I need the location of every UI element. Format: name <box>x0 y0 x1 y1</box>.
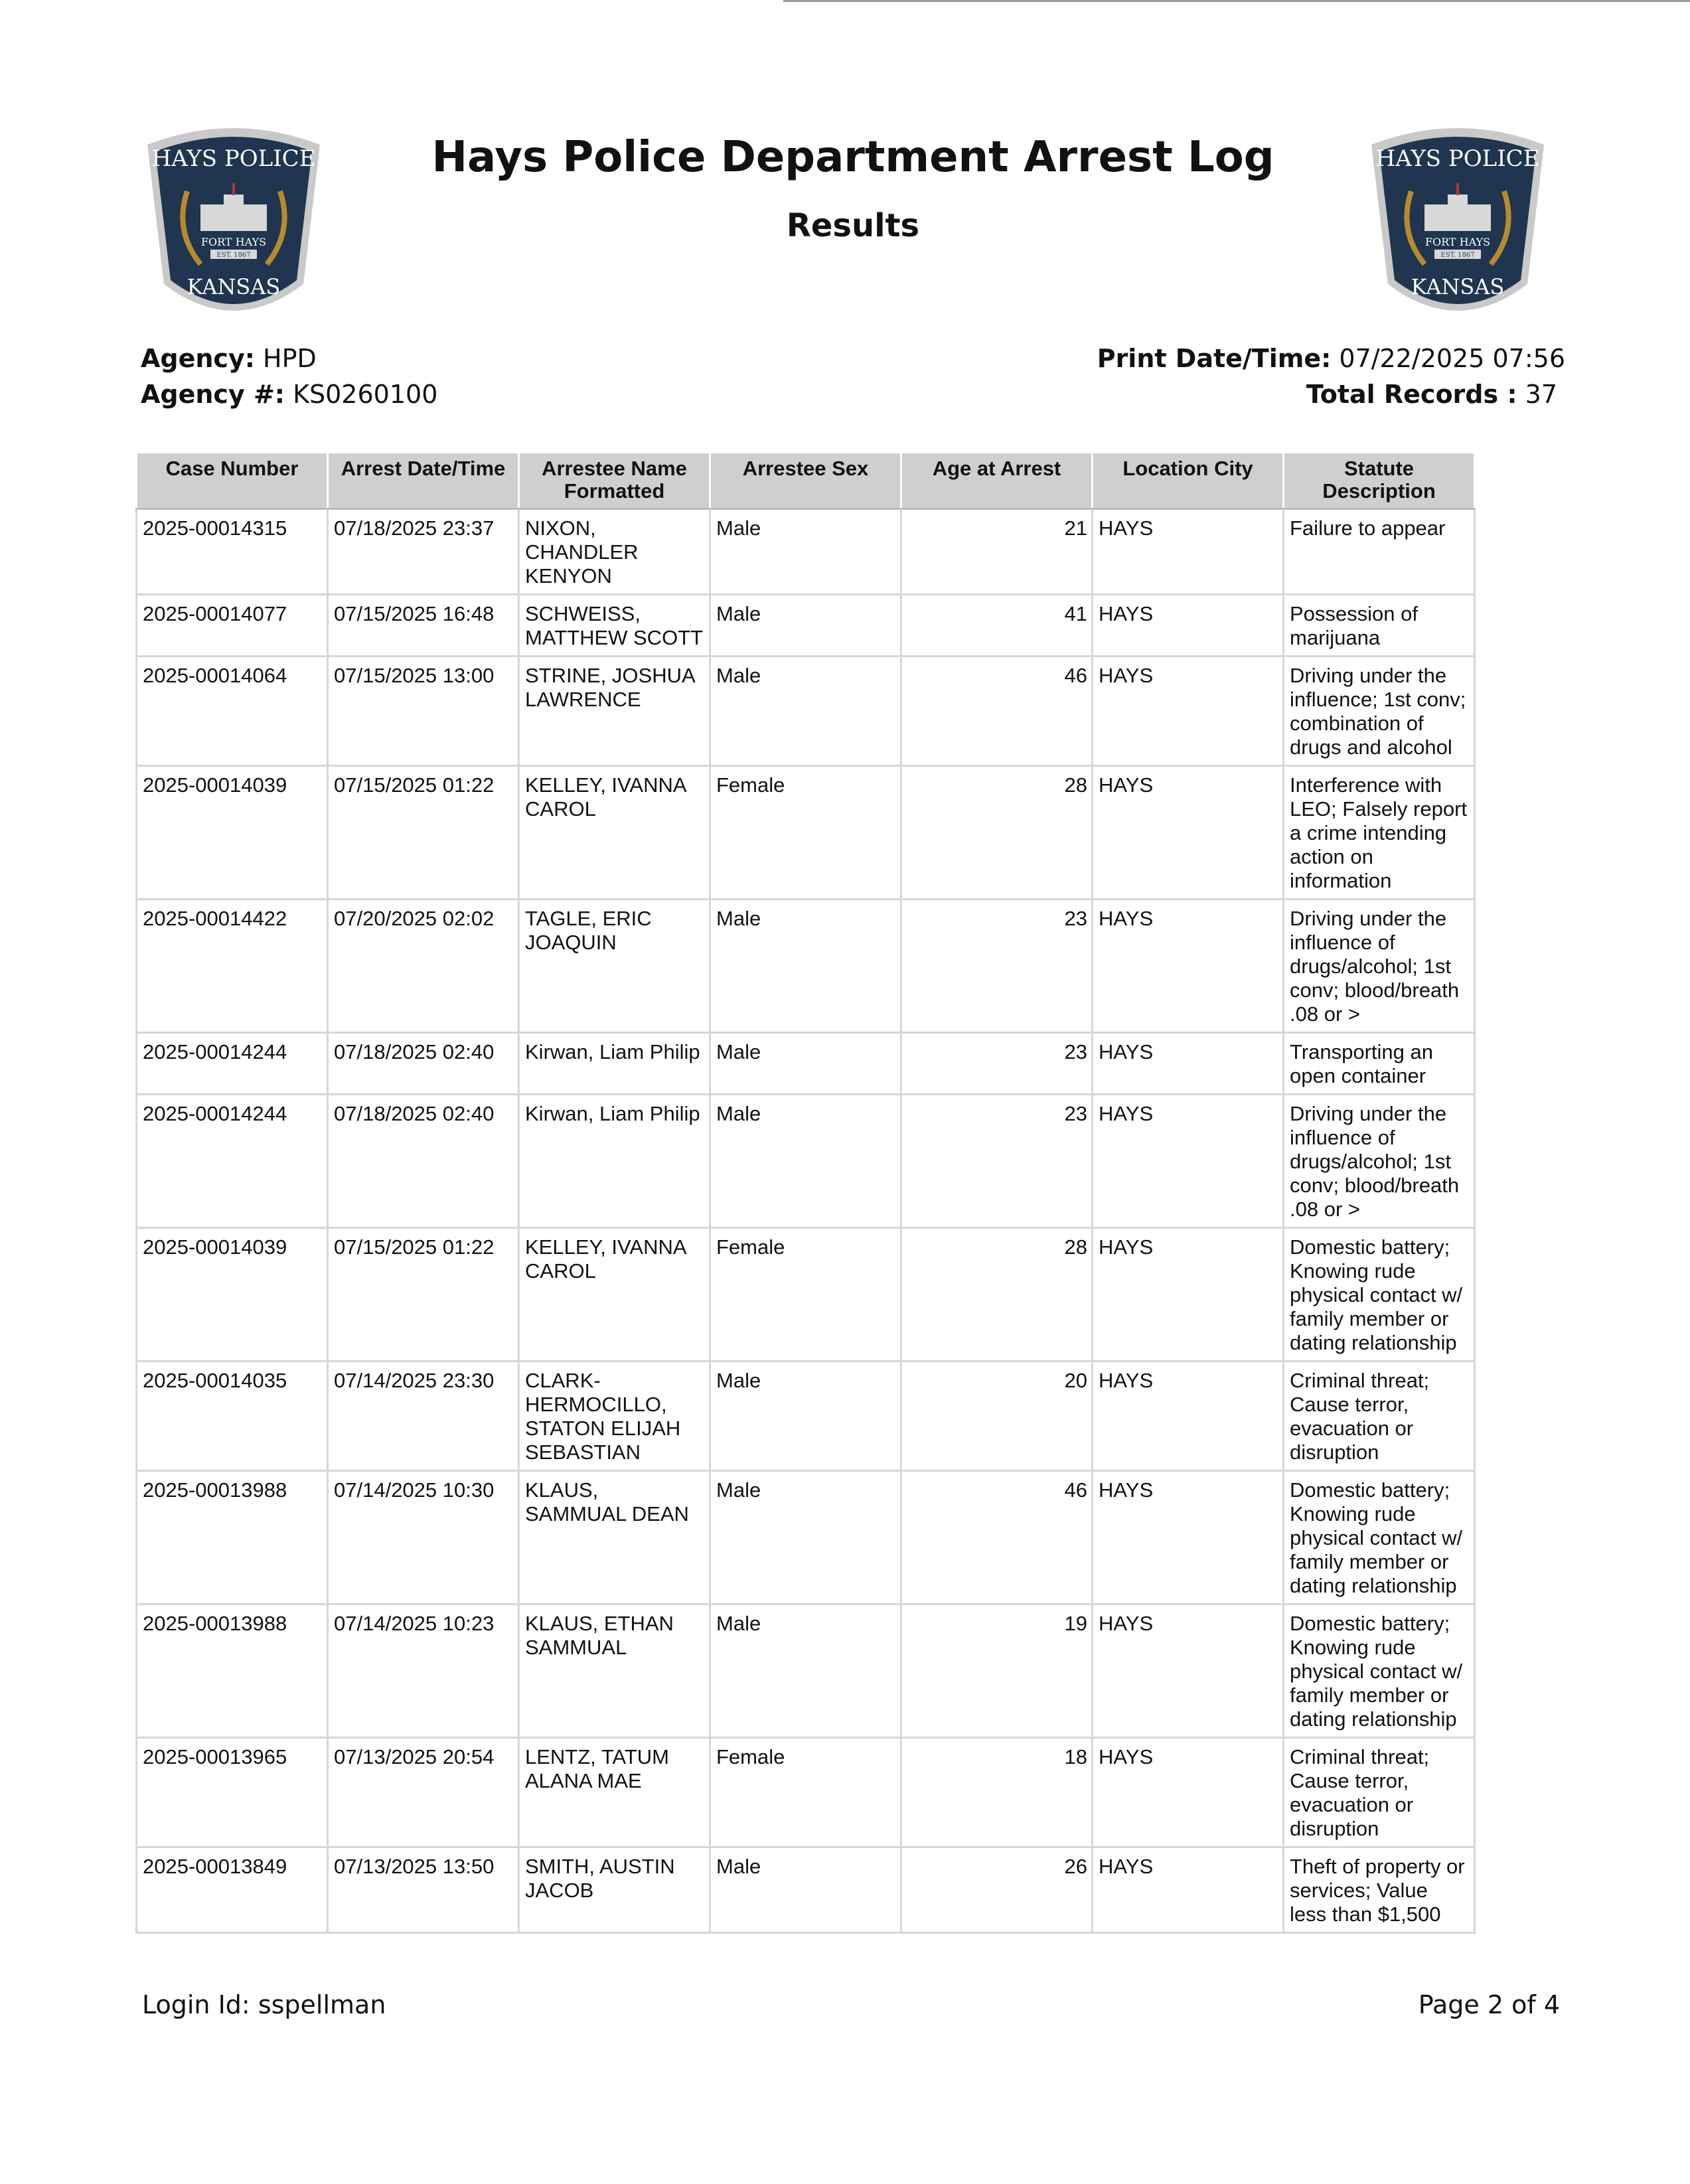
location-city-cell: HAYS <box>1093 1604 1284 1738</box>
badge-bottom-text: KANSAS <box>1411 274 1505 299</box>
arrest-datetime-cell: 07/13/2025 13:50 <box>328 1847 519 1933</box>
agency-value: HPD <box>263 344 317 373</box>
column-header-age-at-arrest: Age at Arrest <box>901 453 1093 509</box>
badge-top-text: HAYS POLICE <box>1375 145 1540 172</box>
age-cell: 46 <box>901 657 1093 766</box>
arrestee-name-cell: TAGLE, ERIC JOAQUIN <box>519 899 710 1033</box>
arrestee-name-cell: KLAUS, ETHAN SAMMUAL <box>519 1604 710 1738</box>
case-number-cell: 2025-00013965 <box>137 1738 328 1847</box>
case-number-cell: 2025-00014077 <box>137 595 328 657</box>
statute-description-cell: Transporting an open container <box>1284 1033 1475 1095</box>
arrest-datetime-cell: 07/18/2025 02:40 <box>328 1095 519 1228</box>
location-city-cell: HAYS <box>1093 766 1284 899</box>
table-header-row <box>137 453 1475 509</box>
print-datetime-label: Print Date/Time: <box>1097 344 1332 373</box>
arrestee-sex-cell: Male <box>710 1471 901 1604</box>
case-number-cell: 2025-00014422 <box>137 899 328 1033</box>
arrestee-name-cell: KELLEY, IVANNA CAROL <box>519 1228 710 1362</box>
location-city-cell: HAYS <box>1093 1847 1284 1933</box>
arrestee-sex-cell: Female <box>710 1738 901 1847</box>
case-number-cell: 2025-00014064 <box>137 657 328 766</box>
arrest-datetime-cell: 07/14/2025 10:23 <box>328 1604 519 1738</box>
arrestee-sex-cell: Male <box>710 657 901 766</box>
case-number-cell: 2025-00013988 <box>137 1471 328 1604</box>
location-city-cell: HAYS <box>1093 657 1284 766</box>
report-subtitle: Results <box>786 207 920 244</box>
arrest-datetime-cell: 07/14/2025 10:30 <box>328 1471 519 1604</box>
arrestee-name-cell: STRINE, JOSHUA LAWRENCE <box>519 657 710 766</box>
location-city-cell: HAYS <box>1093 595 1284 657</box>
page-number: Page 2 of 4 <box>1418 1990 1560 2019</box>
case-number-cell: 2025-00014244 <box>137 1095 328 1228</box>
arrestee-name-cell: SMITH, AUSTIN JACOB <box>519 1847 710 1933</box>
table-row <box>137 766 1475 899</box>
statute-description-cell: Domestic battery; Knowing rude physical contact w/ family member or dating relationship <box>1284 1471 1475 1604</box>
print-datetime-line <box>1097 344 1565 373</box>
age-cell: 28 <box>901 1228 1093 1362</box>
statute-description-cell: Theft of property or services; Value less than $1,500 <box>1284 1847 1475 1933</box>
age-cell: 23 <box>901 899 1093 1033</box>
table-row <box>137 899 1475 1033</box>
table-row <box>137 1228 1475 1362</box>
badge-bottom-text: KANSAS <box>187 274 281 299</box>
age-cell: 26 <box>901 1847 1093 1933</box>
badge-middle-text: FORT HAYS <box>1424 236 1491 248</box>
statute-description-cell: Driving under the influence of drugs/alcohol; 1st conv; blood/breath .08 or > <box>1284 1095 1475 1228</box>
arrestee-name-cell: KLAUS, SAMMUAL DEAN <box>519 1471 710 1604</box>
agency-number-label: Agency #: <box>141 380 285 409</box>
age-cell: 46 <box>901 1471 1093 1604</box>
statute-description-cell: Possession of marijuana <box>1284 595 1475 657</box>
case-number-cell: 2025-00014039 <box>137 766 328 899</box>
badge-est-text: EST. 1867 <box>1440 252 1475 259</box>
statute-description-cell: Failure to appear <box>1284 509 1475 595</box>
arrest-datetime-cell: 07/15/2025 13:00 <box>328 657 519 766</box>
arrestee-sex-cell: Female <box>710 766 901 899</box>
total-records-label: Total Records : <box>1306 380 1517 409</box>
print-datetime-value: 07/22/2025 07:56 <box>1339 344 1565 373</box>
arrestee-name-cell: Kirwan, Liam Philip <box>519 1095 710 1228</box>
statute-description-cell: Criminal threat; Cause terror, evacuation or disruption <box>1284 1738 1475 1847</box>
arrestee-name-cell: SCHWEISS, MATTHEW SCOTT <box>519 595 710 657</box>
location-city-cell: HAYS <box>1093 1095 1284 1228</box>
table-row <box>137 1847 1475 1933</box>
arrestee-sex-cell: Male <box>710 1847 901 1933</box>
column-header-arrestee-sex: Arrestee Sex <box>710 453 901 509</box>
case-number-cell: 2025-00013988 <box>137 1604 328 1738</box>
arrest-datetime-cell: 07/20/2025 02:02 <box>328 899 519 1033</box>
location-city-cell: HAYS <box>1093 509 1284 595</box>
location-city-cell: HAYS <box>1093 1471 1284 1604</box>
age-cell: 23 <box>901 1095 1093 1228</box>
arrestee-sex-cell: Male <box>710 1604 901 1738</box>
arrestee-sex-cell: Male <box>710 899 901 1033</box>
column-header-arrest-datetime: Arrest Date/Time <box>328 453 519 509</box>
case-number-cell: 2025-00014315 <box>137 509 328 595</box>
age-cell: 19 <box>901 1604 1093 1738</box>
case-number-cell: 2025-00014039 <box>137 1228 328 1362</box>
case-number-cell: 2025-00014244 <box>137 1033 328 1095</box>
agency-label: Agency: <box>141 344 255 373</box>
arrestee-name-cell: CLARK-HERMOCILLO, STATON ELIJAH SEBASTIAN <box>519 1362 710 1471</box>
table-row <box>137 1095 1475 1228</box>
column-header-statute-description: Statute Description <box>1284 453 1475 509</box>
arrestee-name-cell: Kirwan, Liam Philip <box>519 1033 710 1095</box>
arrestee-sex-cell: Male <box>710 1095 901 1228</box>
total-records-line <box>1306 380 1557 409</box>
table-row <box>137 1362 1475 1471</box>
arrestee-sex-cell: Female <box>710 1228 901 1362</box>
age-cell: 23 <box>901 1033 1093 1095</box>
scan-edge-line <box>783 0 1690 2</box>
badge-top-text: HAYS POLICE <box>151 145 316 172</box>
table-row <box>137 1738 1475 1847</box>
arrestee-sex-cell: Male <box>710 509 901 595</box>
hays-police-badge-right-icon <box>1358 118 1557 331</box>
age-cell: 28 <box>901 766 1093 899</box>
column-header-case-number: Case Number <box>137 453 328 509</box>
login-id-value: sspellman <box>258 1990 386 2019</box>
statute-description-cell: Driving under the influence of drugs/alcohol; 1st conv; blood/breath .08 or > <box>1284 899 1475 1033</box>
arrestee-name-cell: LENTZ, TATUM ALANA MAE <box>519 1738 710 1847</box>
column-header-location-city: Location City <box>1093 453 1284 509</box>
statute-description-cell: Criminal threat; Cause terror, evacuation or disruption <box>1284 1362 1475 1471</box>
arrestee-name-cell: NIXON, CHANDLER KENYON <box>519 509 710 595</box>
table-row <box>137 1033 1475 1095</box>
agency-line <box>141 344 317 373</box>
badge-middle-text: FORT HAYS <box>200 236 267 248</box>
badge-est-text: EST. 1867 <box>216 252 251 259</box>
login-id-label: Login Id: <box>142 1990 250 2019</box>
agency-number-value: KS0260100 <box>293 380 438 409</box>
total-records-value: 37 <box>1525 380 1557 409</box>
arrestee-sex-cell: Male <box>710 595 901 657</box>
location-city-cell: HAYS <box>1093 1362 1284 1471</box>
table-row <box>137 657 1475 766</box>
agency-number-line <box>141 380 437 409</box>
arrest-datetime-cell: 07/15/2025 01:22 <box>328 1228 519 1362</box>
statute-description-cell: Domestic battery; Knowing rude physical contact w/ family member or dating relationship <box>1284 1228 1475 1362</box>
statute-description-cell: Interference with LEO; Falsely report a crime intending action on information <box>1284 766 1475 899</box>
arrest-datetime-cell: 07/13/2025 20:54 <box>328 1738 519 1847</box>
location-city-cell: HAYS <box>1093 1033 1284 1095</box>
statute-description-cell: Domestic battery; Knowing rude physical contact w/ family member or dating relationship <box>1284 1604 1475 1738</box>
hays-police-badge-left-icon <box>134 118 333 331</box>
arrestee-sex-cell: Male <box>710 1362 901 1471</box>
table-row <box>137 1604 1475 1738</box>
age-cell: 18 <box>901 1738 1093 1847</box>
arrest-log-table <box>135 451 1476 1934</box>
arrest-datetime-cell: 07/18/2025 02:40 <box>328 1033 519 1095</box>
table-row <box>137 1471 1475 1604</box>
age-cell: 21 <box>901 509 1093 595</box>
arrest-datetime-cell: 07/15/2025 16:48 <box>328 595 519 657</box>
location-city-cell: HAYS <box>1093 1738 1284 1847</box>
table-row <box>137 509 1475 595</box>
location-city-cell: HAYS <box>1093 899 1284 1033</box>
table-row <box>137 595 1475 657</box>
arrestee-name-cell: KELLEY, IVANNA CAROL <box>519 766 710 899</box>
age-cell: 41 <box>901 595 1093 657</box>
case-number-cell: 2025-00014035 <box>137 1362 328 1471</box>
arrest-datetime-cell: 07/18/2025 23:37 <box>328 509 519 595</box>
report-title: Hays Police Department Arrest Log <box>431 133 1274 182</box>
column-header-arrestee-name: Arrestee Name Formatted <box>519 453 710 509</box>
location-city-cell: HAYS <box>1093 1228 1284 1362</box>
age-cell: 20 <box>901 1362 1093 1471</box>
arrestee-sex-cell: Male <box>710 1033 901 1095</box>
statute-description-cell: Driving under the influence; 1st conv; combination of drugs and alcohol <box>1284 657 1475 766</box>
case-number-cell: 2025-00013849 <box>137 1847 328 1933</box>
arrest-datetime-cell: 07/14/2025 23:30 <box>328 1362 519 1471</box>
login-id-line <box>142 1990 386 2019</box>
arrest-datetime-cell: 07/15/2025 01:22 <box>328 766 519 899</box>
